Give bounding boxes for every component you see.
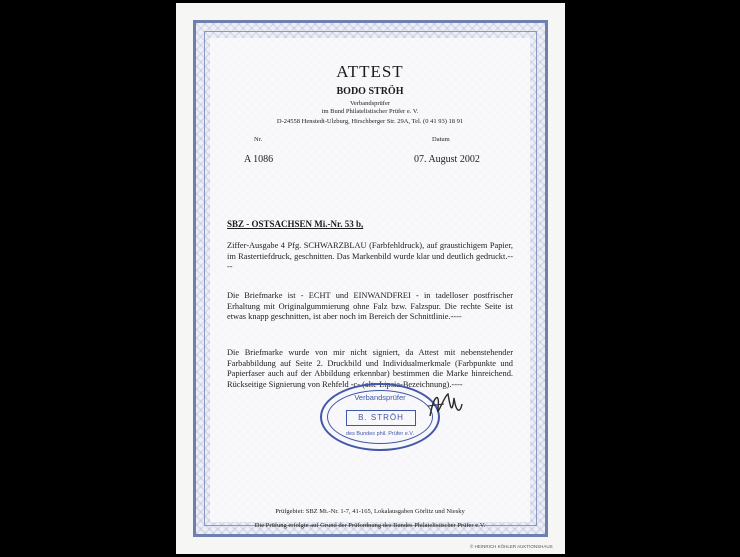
examiner-stamp [320,383,440,451]
exam-scope: Prüfgebiet: SBZ Mi.-Nr. 1-7, 41-165, Lokalausgaben Görlitz und Niesky [275,508,465,515]
stamp-heading: SBZ - OSTSACHSEN Mi.-Nr. 53 b, [227,219,364,229]
auction-credit: © HEINRICH KÖHLER AUKTIONSHAUS [470,544,553,549]
condition-paragraph: Die Briefmarke ist - ECHT und EINWANDFREI - in tadelloser postfrischer Erhaltung mit Originalgummierung ohne Falz bzw. Falzspur. Die rechte Seite ist etwas knapp geschnitten, ist aber noch im Bereich der Schnittlinie.---- [227,291,513,322]
signature-paragraph: Die Briefmarke wurde von mir nicht signiert, da Attest mit nebenstehender Farbabbildung auf Seite 2. Druckbild und Individualmerkmale (Farbpunkte und Papierfaser auch auf der Abbildung erkennbar) bestimmen die Marke hinreichend. Rückseitige Signierung von Rehfeld -c- (alte Lipsia-Bezeichnung).---- [227,348,513,389]
stamp-name-box: B. STRÖH [346,410,416,426]
examiner-name: BODO STRÖH [336,86,404,97]
examiner-address: D-24558 Henstedt-Ulzburg, Hirschberger Str. 29A, Tel. (0 41 93) 18 91 [276,118,464,125]
nr-label: Nr. [254,136,263,143]
certificate-title: ATTEST [336,62,404,81]
examiner-association: im Bund Philatelistischer Prüfer e. V. [321,108,419,115]
examiner-role: Verbandsprüfer [349,100,391,107]
date-label: Datum [432,136,450,143]
stamp-top-text: Verbandsprüfer [354,393,406,402]
stamp-bottom-text: des Bundes phil. Prüfer e.V. [346,431,414,437]
handwritten-signature [426,386,466,426]
date-value: 07. August 2002 [414,154,480,165]
exam-regulation: Die Prüfung erfolgte auf Grund der Prüfordnung des Bundes Philatelistischer Prüfer e.V. [254,522,486,529]
nr-value: A 1086 [244,154,274,165]
description-paragraph: Ziffer-Ausgabe 4 Pfg. SCHWARZBLAU (Farbfehldruck), auf graustichigem Papier, im Rastertiefdruck, geschnitten. Das Markenbild wurde klar und deutlich gedruckt.---- [227,241,513,272]
